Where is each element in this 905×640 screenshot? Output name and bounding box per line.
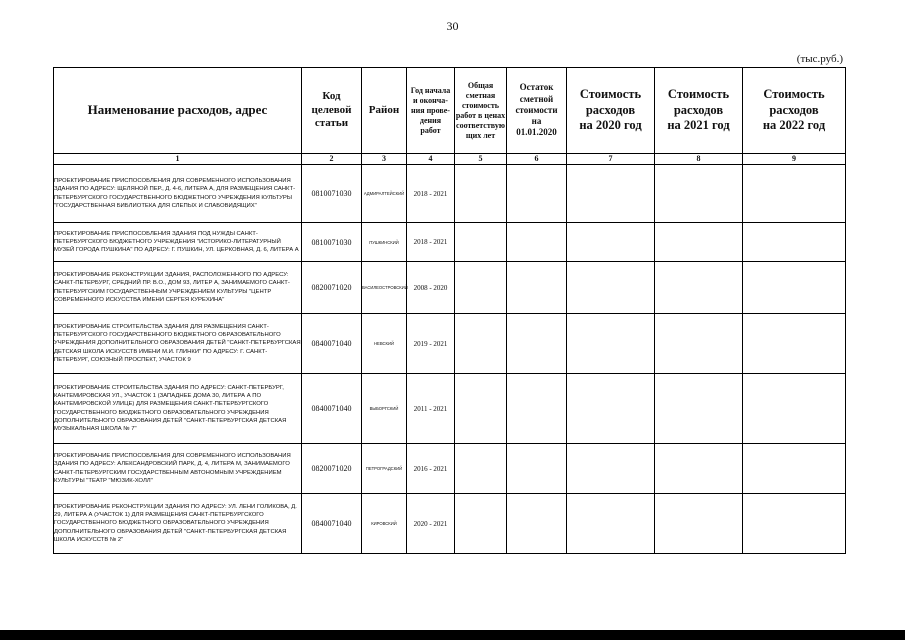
header-total-line: Общая (467, 80, 494, 90)
cost-2021-cell (655, 494, 743, 554)
expense-name: ПРОЕКТИРОВАНИЕ РЕКОНСТРУКЦИИ ЗДАНИЯ ПО АДРЕСУ: УЛ. ЛЕНИ ГОЛИКОВА, Д. 29, ЛИТЕРА А (УЧАСТОК 1) ДЛЯ РАЗМЕЩЕНИЯ САНКТ-ПЕТЕРБУРГСКОГО ГОСУДАРСТВЕННОГО БЮДЖЕТНОГО ОБРАЗОВАТЕЛЬНОГО УЧРЕЖДЕНИЯ ДОПОЛНИТЕЛЬНОГО ОБРАЗОВАНИЯ ДЕТЕЙ "САНКТ-ПЕТЕРБУРГСКАЯ ДЕТСКАЯ ШКОЛА ИСКУССТВ № 2" (54, 494, 302, 554)
work-years: 2016 - 2021 (407, 444, 455, 494)
district: ПУШКИНСКИЙ (362, 223, 407, 262)
header-years (407, 68, 455, 154)
work-years: 2018 - 2021 (407, 223, 455, 262)
cost-2020-cell (567, 223, 655, 262)
table-row (54, 314, 846, 374)
district: ПЕТРОГРАДСКИЙ (362, 444, 407, 494)
header-2021-line: Стоимость (667, 87, 730, 102)
header-cost-2020 (567, 68, 655, 154)
cost-2022-cell (743, 165, 846, 223)
total-cost-cell (455, 165, 507, 223)
header-code-line: Код (322, 89, 341, 102)
district: КИРОВСКИЙ (362, 494, 407, 554)
header-code (302, 68, 362, 154)
table-row (54, 223, 846, 262)
cost-2021-cell (655, 374, 743, 444)
work-years: 2020 - 2021 (407, 494, 455, 554)
cost-2020-cell (567, 374, 655, 444)
district: НЕВСКИЙ (362, 314, 407, 374)
target-code: 0810071030 (302, 223, 362, 262)
cost-2020-cell (567, 165, 655, 223)
header-rest-line: на (531, 116, 542, 127)
target-code: 0840071040 (302, 374, 362, 444)
scan-border (0, 630, 905, 640)
remaining-cost-cell (507, 374, 567, 444)
target-code: 0810071030 (302, 165, 362, 223)
work-years: 2008 - 2020 (407, 262, 455, 314)
cost-2021-cell (655, 314, 743, 374)
cost-2022-cell (743, 223, 846, 262)
table-row (54, 494, 846, 554)
column-number: 4 (407, 154, 455, 165)
expense-name: ПРОЕКТИРОВАНИЕ ПРИСПОСОБЛЕНИЯ ДЛЯ СОВРЕМЕННОГО ИСПОЛЬЗОВАНИЯ ЗДАНИЯ ПО АДРЕСУ: АЛЕКСАНДРОВСКИЙ ПАРК, Д. 4, ЛИТЕРА М, ЗАНИМАЕМОГО САНКТ-ПЕТЕРБУРГСКИМ ГОСУДАРСТВЕННЫМ АВТОНОМНЫМ УЧРЕЖДЕНИЕМ КУЛЬТУРЫ "ТЕАТР "МЮЗИК-ХОЛЛ" (54, 444, 302, 494)
header-rest-line: 01.01.2020 (516, 127, 557, 138)
column-number: 3 (362, 154, 407, 165)
cost-2020-cell (567, 262, 655, 314)
cost-2022-cell (743, 262, 846, 314)
header-years-line: Год начала (410, 85, 451, 95)
header-code-line: статьи (314, 117, 349, 130)
header-remaining-cost (507, 68, 567, 154)
expense-name: ПРОЕКТИРОВАНИЕ СТРОИТЕЛЬСТВА ЗДАНИЯ ПО АДРЕСУ: САНКТ-ПЕТЕРБУРГ, КАНТЕМИРОВСКАЯ УЛ., УЧАСТОК 1 (ЗАПАДНЕЕ ДОМА 30, ЛИТЕРА А ПО КАНТЕМИРОВСКОЙ УЛИЦЕ) ДЛЯ РАЗМЕЩЕНИЯ САНКТ-ПЕТЕРБУРГСКОГО ГОСУДАРСТВЕННОГО БЮДЖЕТНОГО ОБРАЗОВАТЕЛЬНОГО УЧРЕЖДЕНИЯ ДОПОЛНИТЕЛЬНОГО ОБРАЗОВАНИЯ ДЕТЕЙ "САНКТ-ПЕТЕРБУРГСКАЯ ДЕТСКАЯ МУЗЫКАЛЬНАЯ ШКОЛА № 7" (54, 374, 302, 444)
cost-2021-cell (655, 165, 743, 223)
header-years-line: работ (420, 125, 441, 135)
header-rest-line: сметной (519, 93, 554, 104)
expense-name: ПРОЕКТИРОВАНИЕ ПРИСПОСОБЛЕНИЯ ЗДАНИЯ ПОД НУЖДЫ САНКТ-ПЕТЕРБУРГСКОГО БЮДЖЕТНОГО УЧРЕЖДЕНИЯ "ИСТОРИКО-ЛИТЕРАТУРНЫЙ МУЗЕЙ ГОРОДА ПУШКИНА" ПО АДРЕСУ: Г. ПУШКИН, УЛ. ЦЕРКОВНАЯ, Д. 6, ЛИТЕРА А (54, 223, 302, 262)
work-years: 2011 - 2021 (407, 374, 455, 444)
header-total-cost (455, 68, 507, 154)
expense-name: ПРОЕКТИРОВАНИЕ ПРИСПОСОБЛЕНИЯ ДЛЯ СОВРЕМЕННОГО ИСПОЛЬЗОВАНИЯ ЗДАНИЯ ПО АДРЕСУ: ЩЕЛЯНОЙ ПЕР., Д. 4-6, ЛИТЕРА А, ДЛЯ РАЗМЕЩЕНИЯ САНКТ-ПЕТЕРБУРГСКОГО ГОСУДАРСТВЕННОГО БЮДЖЕТНОГО УЧРЕЖДЕНИЯ КУЛЬТУРЫ "ГОСУДАРСТВЕННАЯ БИБЛИОТЕКА ДЛЯ СЛЕПЫХ И СЛАБОВИДЯЩИХ" (54, 165, 302, 223)
cost-2021-cell (655, 262, 743, 314)
header-total-line: стоимость (461, 100, 500, 110)
header-rest-line: Остаток (519, 82, 554, 93)
total-cost-cell (455, 262, 507, 314)
expense-name: ПРОЕКТИРОВАНИЕ СТРОИТЕЛЬСТВА ЗДАНИЯ ДЛЯ РАЗМЕЩЕНИЯ САНКТ-ПЕТЕРБУРГСКОГО ГОСУДАРСТВЕННОГО БЮДЖЕТНОГО ОБРАЗОВАТЕЛЬНОГО УЧРЕЖДЕНИЯ ДОПОЛНИТЕЛЬНОГО ОБРАЗОВАНИЯ ДЕТЕЙ "САНКТ-ПЕТЕРБУРГСКАЯ ДЕТСКАЯ ШКОЛА ИСКУССТВ ИМЕНИ М.И. ГЛИНКИ" ПО АДРЕСУ: Г. САНКТ-ПЕТЕРБУРГ, СОЮЗНЫЙ ПРОСПЕКТ, УЧАСТОК 9 (54, 314, 302, 374)
cost-2022-cell (743, 374, 846, 444)
work-years: 2019 - 2021 (407, 314, 455, 374)
target-code: 0840071040 (302, 314, 362, 374)
district: ВАСИЛЕОСТРОВСКИЙ (362, 262, 407, 314)
header-name: Наименование расходов, адрес (54, 68, 302, 154)
header-cost-2022 (743, 68, 846, 154)
column-number-row (54, 154, 846, 165)
header-years-line: и оконча- (413, 95, 448, 105)
header-years-line: дения (419, 115, 442, 125)
cost-2021-cell (655, 444, 743, 494)
header-2021-line: на 2021 год (667, 118, 730, 133)
header-total-line: щих лет (465, 130, 496, 140)
total-cost-cell (455, 374, 507, 444)
header-row (54, 68, 846, 154)
total-cost-cell (455, 494, 507, 554)
cost-2022-cell (743, 444, 846, 494)
unit-note: (тыс.руб.) (796, 53, 843, 65)
remaining-cost-cell (507, 165, 567, 223)
column-number: 2 (302, 154, 362, 165)
remaining-cost-cell (507, 444, 567, 494)
table-row (54, 374, 846, 444)
column-number: 5 (455, 154, 507, 165)
target-code: 0820071020 (302, 262, 362, 314)
cost-2022-cell (743, 314, 846, 374)
cost-2022-cell (743, 494, 846, 554)
total-cost-cell (455, 223, 507, 262)
expenses-table (53, 67, 846, 554)
cost-2020-cell (567, 314, 655, 374)
cost-2020-cell (567, 444, 655, 494)
header-total-line: работ в ценах (455, 110, 506, 120)
expense-name: ПРОЕКТИРОВАНИЕ РЕКОНСТРУКЦИИ ЗДАНИЯ, РАСПОЛОЖЕННОГО ПО АДРЕСУ: САНКТ-ПЕТЕРБУРГ, СРЕДНИЙ ПР. В.О., ДОМ 93, ЛИТЕР А, ЗАНИМАЕМОГО САНКТ-ПЕТЕРБУРГСКИМ ГОСУДАРСТВЕННЫМ УЧРЕЖДЕНИЕМ КУЛЬТУРЫ "ЦЕНТР СОВРЕМЕННОГО ИСКУССТВА ИМЕНИ СЕРГЕЯ КУРЕХИНА" (54, 262, 302, 314)
header-district: Район (362, 68, 407, 154)
remaining-cost-cell (507, 314, 567, 374)
header-code-line: целевой (311, 103, 352, 116)
column-number: 9 (743, 154, 846, 165)
cost-2021-cell (655, 223, 743, 262)
page-number: 30 (446, 19, 459, 33)
work-years: 2018 - 2021 (407, 165, 455, 223)
column-number: 8 (655, 154, 743, 165)
header-2022-line: расходов (769, 102, 819, 117)
header-total-line: соответствую (456, 120, 505, 130)
remaining-cost-cell (507, 223, 567, 262)
column-number: 7 (567, 154, 655, 165)
table-row (54, 444, 846, 494)
target-code: 0820071020 (302, 444, 362, 494)
header-2022-line: Стоимость (763, 87, 825, 102)
column-number: 6 (507, 154, 567, 165)
cost-2020-cell (567, 494, 655, 554)
total-cost-cell (455, 314, 507, 374)
table-row (54, 262, 846, 314)
total-cost-cell (455, 444, 507, 494)
header-total-line: сметная (465, 90, 496, 100)
header-years-line: ния прове- (411, 105, 450, 115)
remaining-cost-cell (507, 494, 567, 554)
remaining-cost-cell (507, 262, 567, 314)
header-2020-line: Стоимость (579, 87, 642, 102)
header-2020-line: расходов (585, 102, 636, 117)
header-cost-2021 (655, 68, 743, 154)
district: ВЫБОРГСКИЙ (362, 374, 407, 444)
column-number: 1 (54, 154, 302, 165)
header-2020-line: на 2020 год (579, 118, 642, 133)
district: АДМИРАЛТЕЙСКИЙ (362, 165, 407, 223)
header-rest-line: стоимости (515, 104, 558, 115)
target-code: 0840071040 (302, 494, 362, 554)
table-row (54, 165, 846, 223)
header-2022-line: на 2022 год (762, 118, 826, 133)
header-2021-line: расходов (673, 102, 724, 117)
